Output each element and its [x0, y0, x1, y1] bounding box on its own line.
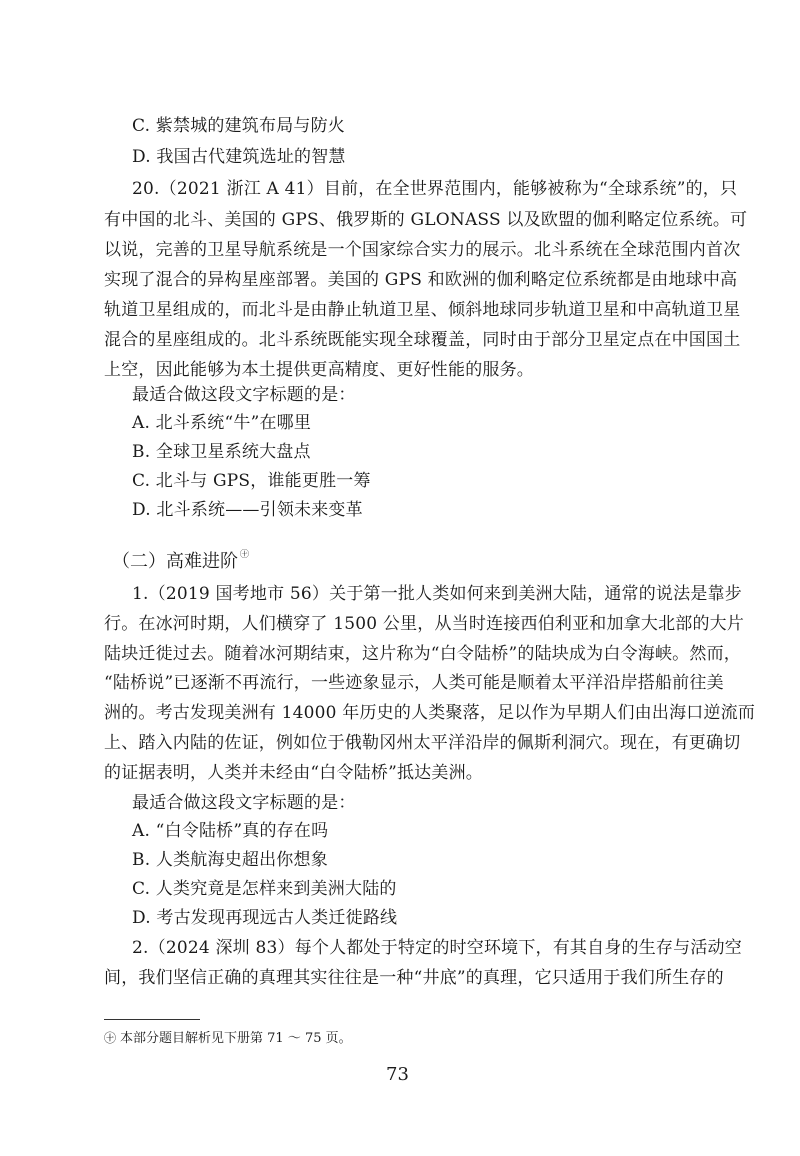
prev-option-c: C. 紫禁城的建筑布局与防火	[132, 116, 346, 136]
q1-line-5: 洲的。考古发现美洲有 14000 年历史的人类聚落，足以作为早期人们由出海口逆流而	[104, 703, 756, 723]
q20-line-4: 实现了混合的异构星座部署。美国的 GPS 和欧洲的伽利略定位系统都是由地球中高	[104, 270, 738, 290]
q1-option-a: A. “白令陆桥”真的存在吗	[132, 821, 329, 841]
q2-line-2: 间，我们坚信正确的真理其实往往是一种“井底”的真理，它只适用于我们所生存的	[104, 968, 724, 988]
q20-option-d: D. 北斗系统——引领未来变革	[132, 500, 363, 520]
q20-option-c: C. 北斗与 GPS，谁能更胜一筹	[132, 471, 371, 491]
q2-line-1: 2.（2024 深圳 83）每个人都处于特定的时空环境下，有其自身的生存与活动空	[132, 938, 742, 958]
prev-option-d: D. 我国古代建筑选址的智慧	[132, 147, 346, 167]
q1-line-3: 陆块迁徙过去。随着冰河期结束，这片称为“白令陆桥”的陆块成为白令海峡。然而，	[104, 644, 741, 664]
section-title-text: （二）高难进阶	[112, 551, 238, 572]
q1-stem: 最适合做这段文字标题的是：	[132, 793, 356, 813]
footnote-divider	[104, 1019, 200, 1020]
q1-line-6: 上、踏入内陆的佐证，例如位于俄勒冈州太平洋沿岸的佩斯利洞穴。现在，有更确切	[104, 733, 741, 753]
q1-line-4: “陆桥说”已逐渐不再流行，一些迹象显示，人类可能是顺着太平洋沿岸搭船前往美	[104, 673, 724, 693]
page-number: 73	[386, 1064, 409, 1085]
q1-option-b: B. 人类航海史超出你想象	[132, 850, 328, 870]
q20-line-2: 有中国的北斗、美国的 GPS、俄罗斯的 GLONASS 以及欧盟的伽利略定位系统。可	[104, 210, 748, 230]
q20-line-6: 混合的星座组成的。北斗系统既能实现全球覆盖，同时由于部分卫星定点在中国国土	[104, 330, 741, 350]
q20-option-a: A. 北斗系统“牛”在哪里	[132, 413, 312, 433]
q1-line-2: 行。在冰河时期，人们横穿了 1500 公里，从当时连接西伯利亚和加拿大北部的大片	[104, 614, 745, 634]
footnote-text: 本部分题目解析见下册第 71 ～ 75 页。	[120, 1031, 352, 1046]
q20-line-3: 以说，完善的卫星导航系统是一个国家综合实力的展示。北斗系统在全球范围内首次	[104, 240, 741, 260]
q1-line-1: 1.（2019 国考地市 56）关于第一批人类如何来到美洲大陆，通常的说法是靠步	[132, 584, 742, 604]
footnote	[104, 1030, 352, 1047]
footnote-mark-icon: ㊉	[240, 550, 250, 560]
q20-line-5: 轨道卫星组成的，而北斗是由静止轨道卫星、倾斜地球同步轨道卫星和中高轨道卫星	[104, 300, 741, 320]
q20-line-7: 上空，因此能够为本土提供更高精度、更好性能的服务。	[104, 360, 534, 380]
q1-option-c: C. 人类究竟是怎样来到美洲大陆的	[132, 879, 397, 899]
q20-line-1: 20.（2021 浙江 A 41）目前，在全世界范围内，能够被称为“全球系统”的，只	[132, 179, 738, 199]
q1-option-d: D. 考古发现再现远古人类迁徙路线	[132, 908, 398, 928]
footnote-symbol-icon: ㊉	[104, 1031, 117, 1045]
section-heading	[112, 551, 249, 576]
q20-option-b: B. 全球卫星系统大盘点	[132, 442, 311, 462]
q20-stem: 最适合做这段文字标题的是：	[132, 385, 356, 405]
q1-line-7: 的证据表明，人类并未经由“白令陆桥”抵达美洲。	[104, 763, 483, 783]
